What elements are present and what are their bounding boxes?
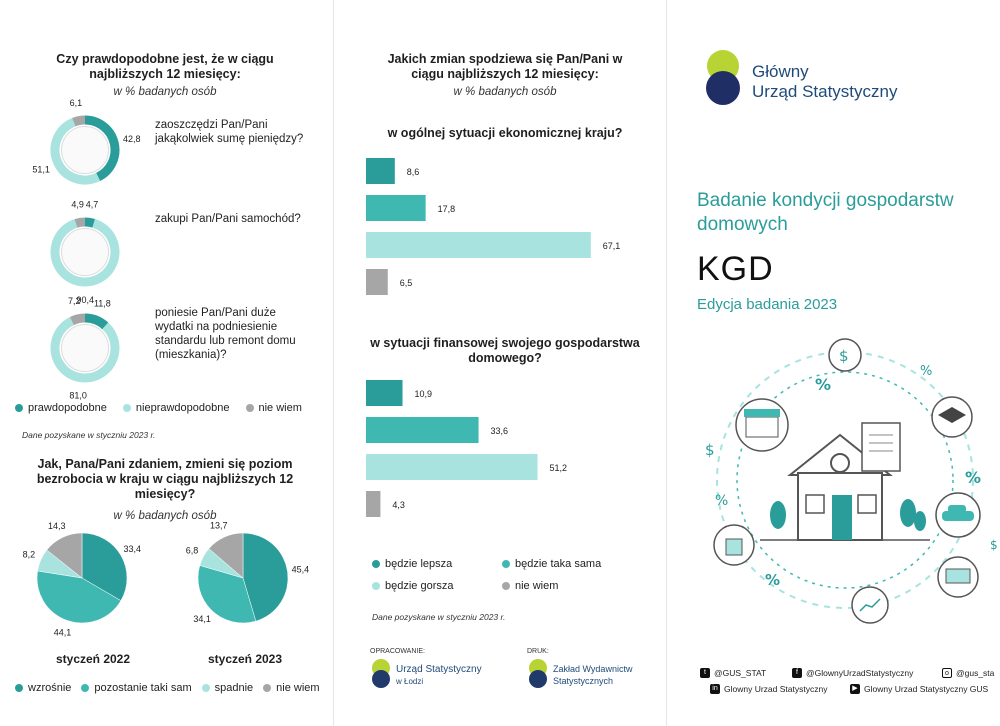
bar-chart-1-title: w ogólnej sytuacji ekonomicznej kraju? xyxy=(387,126,623,140)
instagram-icon: o xyxy=(942,668,952,678)
donut-value-label: 6,1 xyxy=(69,97,83,108)
legend-item xyxy=(15,682,71,694)
bar xyxy=(366,158,395,184)
gus-logo xyxy=(700,48,746,110)
donut-value-label: 4,9 xyxy=(71,199,84,210)
legend-label: spadnie xyxy=(214,682,254,694)
pie-charts xyxy=(0,520,333,650)
legend-item xyxy=(246,402,302,414)
legend-label: nieprawdopodobne xyxy=(135,402,230,414)
legend-swatch xyxy=(15,404,23,412)
legend-item xyxy=(263,682,319,694)
print-label: DRUK: xyxy=(527,648,549,655)
pie-value-label: 45,4 xyxy=(291,564,310,575)
middle-title: Jakich zmian spodziewa się Pan/Pani w ciągu najbliższych 12 miesięcy: xyxy=(387,52,623,81)
us-lodz-logo xyxy=(368,658,394,690)
donut-value-label: 81,0 xyxy=(69,390,87,401)
survey-edition: Edycja badania 2023 xyxy=(697,296,838,313)
percent-icon: % xyxy=(715,493,729,509)
legend-item xyxy=(372,580,502,592)
zws-logo xyxy=(525,658,551,690)
donut-value-label: 51,1 xyxy=(32,164,50,175)
legend-swatch xyxy=(502,560,510,568)
legend-label: wzrośnie xyxy=(28,682,72,694)
bar xyxy=(366,454,538,480)
donut-segment xyxy=(74,120,85,122)
bar-chart-2-title: w sytuacji finansowej swojego gospodarstwa domowego? xyxy=(370,336,640,365)
dollar-icon: $ xyxy=(990,538,998,552)
bar-value-label: 67,1 xyxy=(602,241,621,251)
legend-item xyxy=(81,682,191,694)
social-handle: @gus_sta xyxy=(956,668,995,678)
legend-swatch xyxy=(81,684,89,692)
pie-caption-2022: styczeń 2022 xyxy=(55,652,131,666)
household-illustration xyxy=(690,335,1000,625)
bar-value-label: 10,9 xyxy=(414,389,433,399)
legend-item xyxy=(502,580,642,592)
data-note: Dane pozyskane w styczniu 2023 r. xyxy=(372,612,506,622)
pie-value-label: 33,4 xyxy=(123,544,142,555)
bar xyxy=(366,232,591,258)
middle-subtitle: w % badanych osób xyxy=(453,86,557,98)
document-icon xyxy=(862,423,900,471)
youtube-icon: ▶ xyxy=(850,684,860,694)
percent-icon: % xyxy=(765,571,781,589)
legend-item xyxy=(123,402,230,414)
linkedin-icon: in xyxy=(710,684,720,694)
social-handle: @GUS_STAT xyxy=(714,668,767,678)
legend-swatch xyxy=(372,560,380,568)
car-icon xyxy=(936,493,980,537)
legend-swatch xyxy=(123,404,131,412)
legend-label: będzie lepsza xyxy=(385,558,453,570)
tree-icon xyxy=(914,511,926,531)
pie-caption-2023: styczeń 2023 xyxy=(207,652,283,666)
bar-chart-household xyxy=(360,372,650,532)
bar xyxy=(366,417,479,443)
percent-icon: % xyxy=(920,364,933,379)
donut-legend xyxy=(15,402,325,414)
dollar-icon: $ xyxy=(705,441,715,459)
percent-icon: % xyxy=(815,375,832,394)
house-icon xyxy=(62,325,109,372)
money-bag-icon xyxy=(62,127,109,174)
bar xyxy=(366,491,380,517)
social-handle: Glowny Urzad Statystyczny xyxy=(724,684,828,694)
pie-value-label: 6,8 xyxy=(185,545,199,556)
social-handle: Glowny Urzad Statystyczny GUS xyxy=(864,684,989,694)
brand-line-1: Główny xyxy=(752,62,809,81)
bar-value-label: 33,6 xyxy=(490,426,509,436)
prepared-by-org: Urząd Statystyczny xyxy=(396,664,482,675)
pie-value-label: 14,3 xyxy=(48,520,66,531)
bar-value-label: 4,3 xyxy=(392,500,405,510)
legend-swatch xyxy=(372,582,380,590)
donut-value-label: 7,2 xyxy=(67,296,81,307)
car-icon xyxy=(62,229,109,276)
print-org: Zakład Wydawnictw xyxy=(553,664,633,674)
survey-acronym: KGD xyxy=(697,250,774,288)
donut-question-renovation: poniesie Pan/Pani duże wydatki na podniesienie standardu lub remont domu (mieszkania)? xyxy=(155,307,296,361)
legend-swatch xyxy=(15,684,23,692)
q2-subtitle: w % badanych osób xyxy=(113,510,217,522)
legend-item xyxy=(15,402,107,414)
q1-title: Czy prawdopodobne jest, że w ciągu najbliższych 12 miesięcy: xyxy=(56,52,274,81)
legend-label: nie wiem xyxy=(276,682,320,694)
social-linkedin[interactable] xyxy=(710,684,827,694)
pie-value-label: 13,7 xyxy=(210,520,228,531)
q1-subtitle: w % badanych osób xyxy=(113,86,217,98)
bar-legend xyxy=(372,558,652,592)
facebook-icon: f xyxy=(792,668,802,678)
donut-question-savings: zaoszczędzi Pan/Pani jakąkolwiek sumę pieniędzy? xyxy=(155,119,304,145)
survey-title-2: domowych xyxy=(697,214,788,235)
legend-swatch xyxy=(263,684,271,692)
brand-line-2: Urząd Statystyczny xyxy=(752,82,898,101)
legend-label: nie wiem xyxy=(258,402,302,414)
donut-value-label: 90,4 xyxy=(76,294,95,305)
bar-chart-economy xyxy=(360,150,650,310)
legend-swatch xyxy=(202,684,210,692)
legend-label: nie wiem xyxy=(515,580,559,592)
social-facebook[interactable] xyxy=(792,668,913,678)
bar-value-label: 6,5 xyxy=(399,278,413,288)
pie-value-label: 44,1 xyxy=(53,627,72,638)
bar xyxy=(366,380,403,406)
bar xyxy=(366,269,388,295)
donut-value-label: 4,7 xyxy=(85,199,99,210)
percent-icon: % xyxy=(965,468,982,487)
survey-title: Badanie kondycji gospodarstw xyxy=(697,190,954,211)
donut-segment xyxy=(72,318,85,321)
legend-label: będzie gorsza xyxy=(385,580,454,592)
tree-icon xyxy=(900,499,916,527)
bar-value-label: 8,6 xyxy=(406,167,420,177)
bar-value-label: 51,2 xyxy=(549,463,568,473)
q2-title: Jak, Pana/Pani zdaniem, zmieni się poziom bezrobocia w kraju w ciągu najbliższych 12 miesięcy? xyxy=(36,457,294,501)
pie-value-label: 34,1 xyxy=(193,614,211,625)
money-bag-icon xyxy=(829,339,861,371)
laptop-icon xyxy=(938,557,978,597)
twitter-icon: t xyxy=(700,668,710,678)
data-note: Dane pozyskane w styczniu 2023 r. xyxy=(22,430,156,440)
bar xyxy=(366,195,426,221)
donut-value-label: 42,8 xyxy=(123,134,141,145)
social-youtube[interactable] xyxy=(850,684,1000,694)
print-org-2: Statystycznych xyxy=(553,676,614,686)
legend-item xyxy=(372,558,502,570)
legend-label: prawdopodobne xyxy=(28,402,107,414)
bar-value-label: 17,8 xyxy=(437,204,456,214)
chart-monitor-icon xyxy=(852,587,888,623)
prepared-by-label: OPRACOWANIE: xyxy=(370,648,425,655)
shop-icon xyxy=(736,399,788,451)
legend-label: będzie taka sama xyxy=(515,558,602,570)
pie-value-label: 8,2 xyxy=(22,549,36,560)
prepared-by-org-city: w Łodzi xyxy=(396,677,424,686)
panel-divider xyxy=(666,0,667,726)
legend-swatch xyxy=(502,582,510,590)
donut-segment xyxy=(85,222,94,223)
donut-value-label: 11,8 xyxy=(93,298,111,309)
pie-legend xyxy=(15,682,330,694)
legend-item xyxy=(202,682,254,694)
social-twitter[interactable] xyxy=(700,668,766,678)
social-handle: @GlownyUrzadStatystyczny xyxy=(806,668,914,678)
legend-label: pozostanie taki sam xyxy=(94,682,192,694)
donut-segment xyxy=(76,222,85,223)
tree-icon xyxy=(770,501,786,529)
legend-swatch xyxy=(246,404,254,412)
panel-divider xyxy=(333,0,334,726)
svg-text:$: $ xyxy=(839,347,849,365)
legend-item xyxy=(502,558,642,570)
social-instagram[interactable] xyxy=(942,668,1000,678)
donut-question-car: zakupi Pan/Pani samochód? xyxy=(155,213,301,225)
graduation-cap-icon xyxy=(932,397,972,437)
shopping-bag-icon xyxy=(714,525,754,565)
